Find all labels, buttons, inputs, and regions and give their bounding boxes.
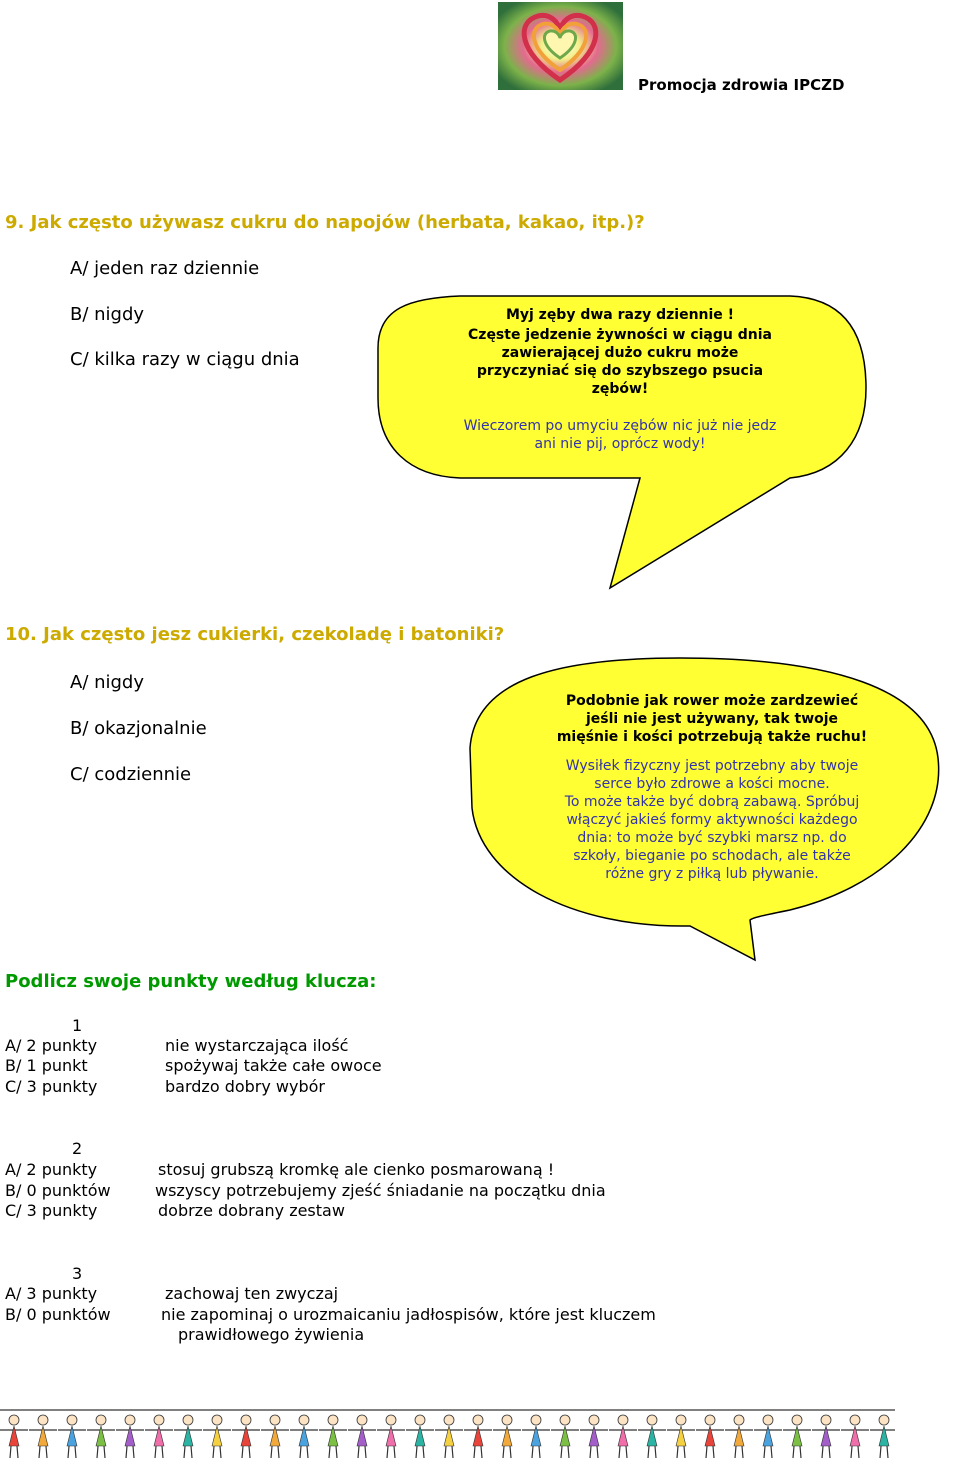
q10-bubble-line: To może także być dobrą zabawą. Spróbuj	[564, 794, 860, 810]
footer-children-border	[0, 1408, 895, 1461]
child-figure	[406, 1415, 434, 1458]
child-figure	[783, 1415, 811, 1458]
key-points: A/ 2 punkty	[5, 1160, 98, 1179]
child-figure	[493, 1415, 521, 1458]
q9-bubble-line: ani nie pij, oprócz wody!	[534, 436, 706, 452]
child-figure	[638, 1415, 666, 1458]
q10-bubble-line: włączyć jakieś formy aktywności każdego	[566, 812, 858, 828]
child-figure	[667, 1415, 695, 1458]
q9-bubble-line: Częste jedzenie żywności w ciągu dnia	[468, 327, 772, 343]
key-advice-continuation: prawidłowego żywienia	[178, 1325, 365, 1344]
key-points: B/ 1 punkt	[5, 1056, 88, 1075]
key-advice: nie wystarczająca ilość	[165, 1036, 349, 1055]
key-advice: zachowaj ten zwyczaj	[165, 1284, 339, 1303]
q10-bubble-line: mięśnie i kości potrzebują także ruchu!	[556, 729, 868, 745]
question-9-title: 9. Jak często używasz cukru do napojów (herbata, kakao, itp.)?	[5, 212, 645, 233]
q9-option-a: A/ jeden raz dziennie	[70, 258, 260, 279]
key-advice: spożywaj także całe owoce	[165, 1056, 382, 1075]
q10-option-a: A/ nigdy	[70, 672, 145, 693]
q9-bubble-text	[400, 306, 840, 453]
key-points: A/ 2 punkty	[5, 1036, 98, 1055]
key-group-number: 1	[72, 1016, 83, 1035]
key-advice: stosuj grubszą kromkę ale cienko posmarowaną !	[158, 1160, 555, 1179]
key-advice: nie zapominaj o urozmaicaniu jadłospisów, które jest kluczem	[161, 1305, 656, 1324]
child-figure	[580, 1415, 608, 1458]
child-figure	[464, 1415, 492, 1458]
key-points: B/ 0 punktów	[5, 1305, 111, 1324]
q9-bubble-line: Myj zęby dwa razy dziennie !	[505, 307, 735, 323]
child-figure	[348, 1415, 376, 1458]
q9-option-c: C/ kilka razy w ciągu dnia	[70, 349, 300, 370]
child-figure	[696, 1415, 724, 1458]
key-group-number: 2	[72, 1139, 83, 1158]
key-points: C/ 3 punkty	[5, 1077, 98, 1096]
child-figure	[377, 1415, 405, 1458]
question-10-title: 10. Jak często jesz cukierki, czekoladę i batoniki?	[5, 624, 505, 645]
child-figure	[174, 1415, 202, 1458]
child-figure	[87, 1415, 115, 1458]
child-figure	[435, 1415, 463, 1458]
q10-bubble-line: serce było zdrowe a kości mocne.	[594, 776, 830, 792]
q10-option-c: C/ codziennie	[70, 764, 192, 785]
child-figure	[290, 1415, 318, 1458]
child-figure	[841, 1415, 869, 1458]
child-figure	[29, 1415, 57, 1458]
q9-bubble-line: zawierającej dużo cukru może	[501, 345, 739, 361]
child-figure	[145, 1415, 173, 1458]
child-figure	[0, 1415, 28, 1458]
key-advice: dobrze dobrany zestaw	[158, 1201, 345, 1220]
child-figure	[812, 1415, 840, 1458]
scoring-key-title: Podlicz swoje punkty według klucza:	[5, 971, 377, 992]
child-figure	[232, 1415, 260, 1458]
q10-bubble-line: jeśli nie jest używany, tak twoje	[585, 711, 839, 727]
child-figure	[319, 1415, 347, 1458]
brand-title: Promocja zdrowia IPCZD	[638, 76, 845, 94]
q9-option-b: B/ nigdy	[70, 304, 145, 325]
key-points: B/ 0 punktów	[5, 1181, 111, 1200]
child-figure	[116, 1415, 144, 1458]
q10-bubble-line: szkoły, bieganie po schodach, ale także	[573, 848, 851, 864]
child-figure	[522, 1415, 550, 1458]
q10-option-b: B/ okazjonalnie	[70, 718, 207, 739]
child-figure	[203, 1415, 231, 1458]
key-advice: wszyscy potrzebujemy zjeść śniadanie na początku dnia	[155, 1181, 606, 1200]
q10-bubble-line: dnia: to może być szybki marsz np. do	[577, 830, 847, 846]
child-figure	[551, 1415, 579, 1458]
child-figure	[725, 1415, 753, 1458]
q10-bubble-line: Podobnie jak rower może zardzewieć	[565, 693, 859, 709]
q10-bubble-line: Wysiłek fizyczny jest potrzebny aby twoje	[565, 758, 859, 774]
q10-bubble-line: różne gry z piłką lub pływanie.	[605, 866, 819, 882]
key-points: A/ 3 punkty	[5, 1284, 98, 1303]
child-figure	[870, 1415, 895, 1458]
key-advice: bardzo dobry wybór	[165, 1077, 325, 1096]
child-figure	[609, 1415, 637, 1458]
q9-bubble-line: Wieczorem po umyciu zębów nic już nie jedz	[463, 418, 777, 434]
q9-bubble-line: zębów!	[591, 381, 649, 397]
child-figure	[261, 1415, 289, 1458]
key-points: C/ 3 punkty	[5, 1201, 98, 1220]
q10-bubble-text	[520, 692, 904, 883]
child-figure	[754, 1415, 782, 1458]
heart-logo-image	[498, 2, 623, 90]
child-figure	[58, 1415, 86, 1458]
q9-bubble-line: przyczyniać się do szybszego psucia	[476, 363, 764, 379]
key-group-number: 3	[72, 1264, 83, 1283]
